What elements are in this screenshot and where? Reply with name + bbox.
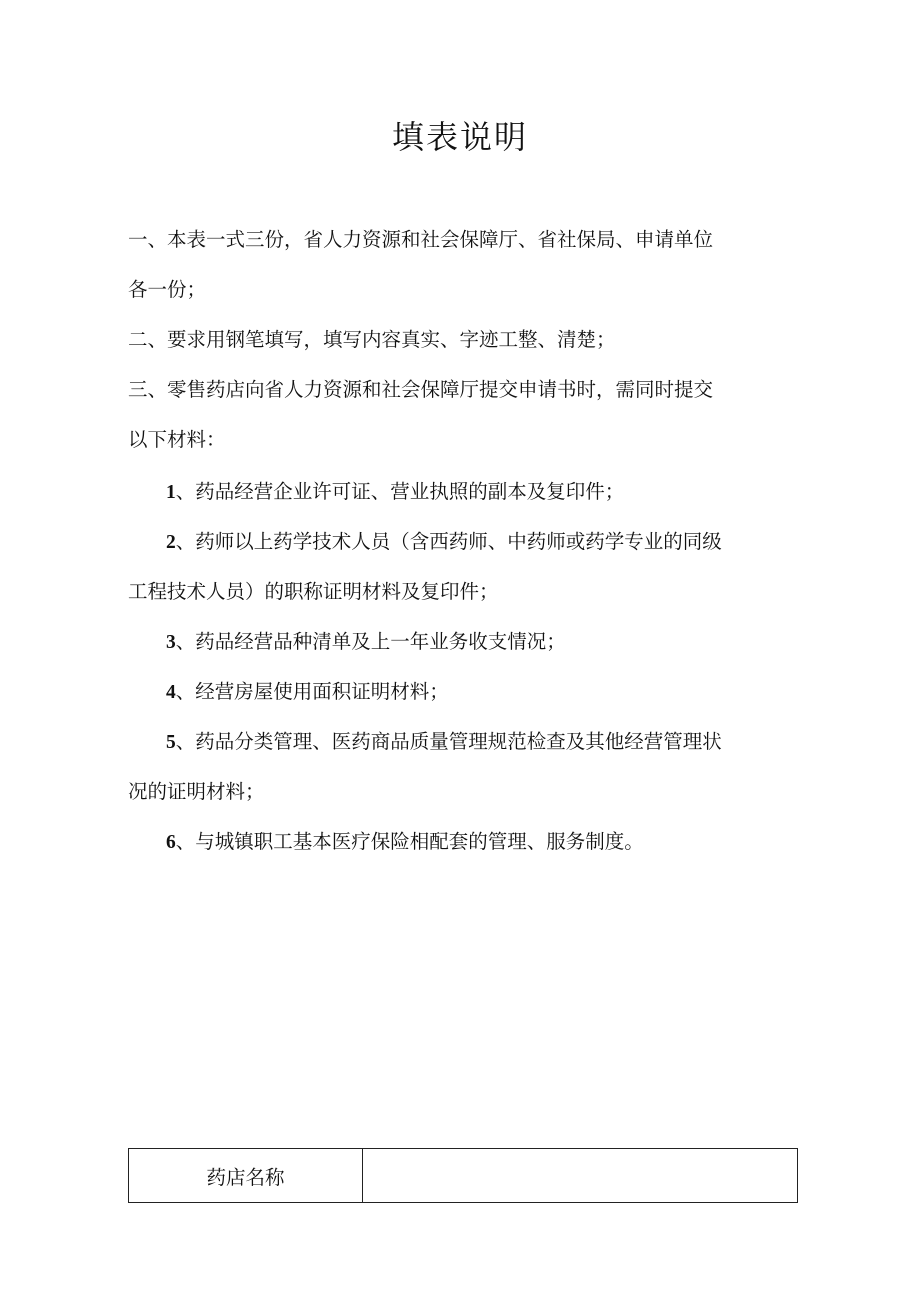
material-item-4 — [166, 678, 449, 707]
material-text: 、经营房屋使用面积证明材料； — [175, 680, 449, 703]
pharmacy-name-field[interactable] — [363, 1149, 798, 1203]
table-row — [129, 1149, 798, 1203]
material-text: 、药品经营企业许可证、营业执照的副本及复印件； — [175, 480, 625, 503]
material-number: 1 — [166, 482, 176, 503]
material-text: 、与城镇职工基本医疗保险相配套的管理、服务制度。 — [175, 830, 644, 853]
pharmacy-name-label: 药店名称 — [129, 1149, 363, 1203]
instruction-line-2: 各一份； — [128, 278, 207, 301]
page-title: 填表说明 — [391, 118, 528, 156]
instruction-line-4: 三、零售药店向省人力资源和社会保障厅提交申请书时，需同时提交 — [128, 378, 714, 401]
material-item-5 — [166, 728, 722, 757]
material-item-2 — [166, 528, 722, 557]
material-text: 、药品分类管理、医药商品质量管理规范检查及其他经营管理状 — [175, 730, 722, 753]
material-number: 5 — [166, 732, 176, 753]
pharmacy-info-table — [128, 1148, 798, 1203]
material-number: 2 — [166, 532, 176, 553]
material-item-6 — [166, 828, 644, 857]
instruction-line-1: 一、本表一式三份，省人力资源和社会保障厅、省社保局、申请单位 — [128, 228, 714, 251]
material-number: 6 — [166, 832, 176, 853]
material-item-3 — [166, 628, 566, 657]
material-number: 3 — [166, 632, 176, 653]
material-text: 、药品经营品种清单及上一年业务收支情况； — [175, 630, 566, 653]
material-item-2-continued: 工程技术人员）的职称证明材料及复印件； — [128, 580, 499, 603]
material-item-5-continued: 况的证明材料； — [128, 780, 265, 803]
material-text: 、药师以上药学技术人员（含西药师、中药师或药学专业的同级 — [175, 530, 722, 553]
material-item-1 — [166, 478, 624, 507]
instruction-line-3: 二、要求用钢笔填写，填写内容真实、字迹工整、清楚； — [128, 328, 616, 351]
instruction-line-5: 以下材料： — [128, 428, 226, 451]
material-number: 4 — [166, 682, 176, 703]
